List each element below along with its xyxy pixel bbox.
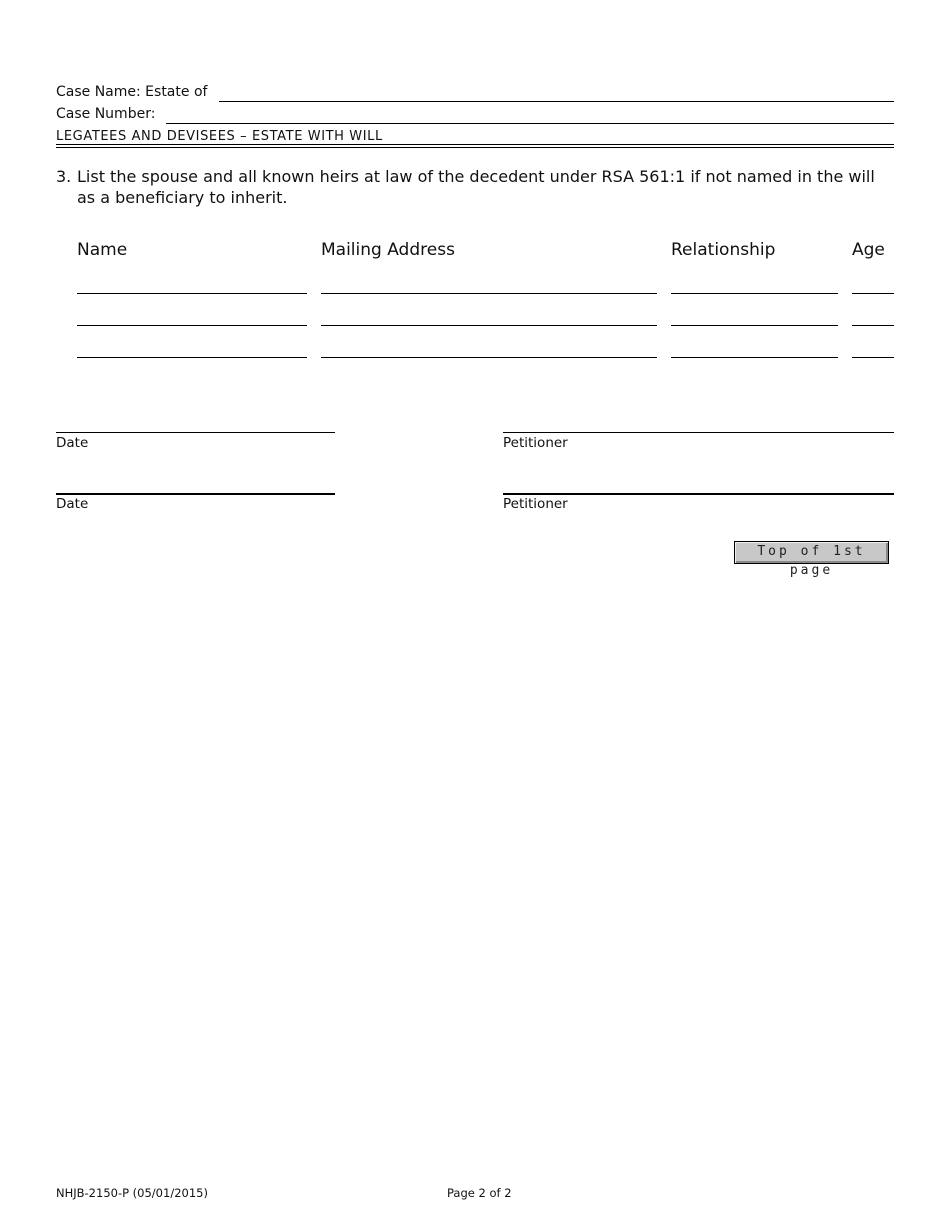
heir-name-input[interactable] bbox=[77, 335, 307, 358]
case-name-label: Case Name: Estate of bbox=[56, 84, 208, 100]
heir-name-input[interactable] bbox=[77, 271, 307, 294]
petitioner-signature-input[interactable] bbox=[503, 408, 894, 433]
case-number-input[interactable] bbox=[166, 101, 894, 124]
date-label: Date bbox=[56, 435, 89, 451]
form-title-underline bbox=[56, 144, 894, 145]
column-header-name: Name bbox=[77, 240, 128, 260]
column-header-age: Age bbox=[852, 240, 885, 260]
top-of-first-page-button[interactable]: Top of 1st page bbox=[734, 541, 889, 564]
question-text: List the spouse and all known heirs at law of the decedent under RSA 561:1 if not named in the will as a beneficiary to inherit. bbox=[77, 167, 875, 207]
heir-name-input[interactable] bbox=[77, 303, 307, 326]
heir-mailing-address-input[interactable] bbox=[321, 271, 657, 294]
column-header-mailing-address: Mailing Address bbox=[321, 240, 455, 260]
page-number: Page 2 of 2 bbox=[447, 1186, 512, 1200]
date-input[interactable] bbox=[56, 469, 335, 495]
heir-relationship-input[interactable] bbox=[671, 335, 838, 358]
case-name-input[interactable] bbox=[219, 79, 894, 102]
column-header-relationship: Relationship bbox=[671, 240, 776, 260]
heir-age-input[interactable] bbox=[852, 303, 894, 326]
date-input[interactable] bbox=[56, 408, 335, 433]
heir-relationship-input[interactable] bbox=[671, 271, 838, 294]
petitioner-signature-input[interactable] bbox=[503, 469, 894, 495]
heir-age-input[interactable] bbox=[852, 335, 894, 358]
form-title: LEGATEES AND DEVISEES – ESTATE WITH WILL bbox=[56, 129, 383, 144]
heir-mailing-address-input[interactable] bbox=[321, 335, 657, 358]
question-number: 3. bbox=[56, 167, 72, 186]
petitioner-label: Petitioner bbox=[503, 496, 568, 512]
heir-relationship-input[interactable] bbox=[671, 303, 838, 326]
petitioner-label: Petitioner bbox=[503, 435, 568, 451]
date-label: Date bbox=[56, 496, 89, 512]
heir-age-input[interactable] bbox=[852, 271, 894, 294]
case-number-label: Case Number: bbox=[56, 106, 156, 122]
heir-mailing-address-input[interactable] bbox=[321, 303, 657, 326]
form-title-underline-2 bbox=[56, 147, 894, 148]
form-id: NHJB-2150-P (05/01/2015) bbox=[56, 1186, 208, 1200]
